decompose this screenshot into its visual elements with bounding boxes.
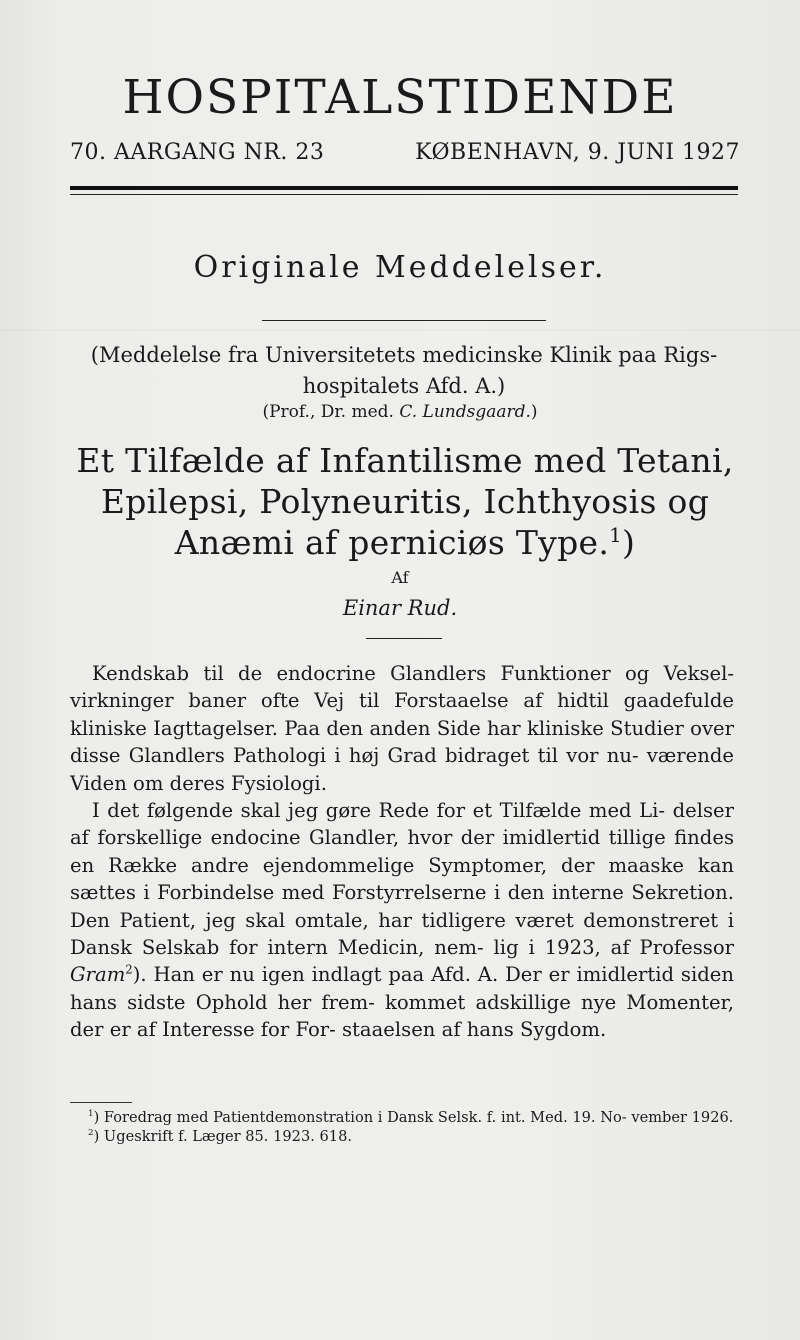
article-body [70, 660, 734, 1044]
footnote-2-text: Ugeskrift f. Læger 85. 1923. 618. [103, 1128, 353, 1145]
cited-name-gram: Gram [70, 963, 126, 987]
professor-name: C. Lundsgaard. [399, 402, 531, 422]
footnote-1: $^1$) Foredrag med Patientdemonstration i Dansk Selsk. f. int. Med. 19. No- vember 1926. [88, 1109, 734, 1126]
author-divider [366, 638, 442, 639]
footnote-2-mark: 2 [88, 1128, 94, 1139]
footnote-rule [70, 1102, 132, 1103]
professor-credit [0, 402, 800, 422]
professor-suffix: ) [530, 402, 538, 422]
article-title: Et Tilfælde af Infantilisme med Tetani, Epilepsi, Polyneuritis, Ichthyosis og Anæmi af perniciøs Type.$^1$) [76, 441, 734, 562]
body-paragraph-1: Kendskab til de endocrine Glandlers Funktioner og Veksel- virkninger baner ofte Vej til Forstaaelse af hidtil gaadefulde kliniske Iagttagelser. Paa den anden Side har kliniske Studier over disse Glandlers Pathologi i høj Grad bidraget til vor nu- værende Viden om deres Fysiologi. [70, 662, 734, 795]
section-divider [262, 320, 546, 321]
article-title-text: Et Tilfælde af Infantilisme med Tetani, Epilepsi, Polyneuritis, Ichthyosis og Anæmi af perniciøs Type. [76, 441, 734, 562]
byline-prefix: Af [391, 568, 409, 587]
body-paragraph-2 [70, 797, 734, 1044]
footnote-1-mark: 1 [88, 1109, 94, 1120]
footnote-ref-2: 2 [125, 962, 133, 977]
header-rule-thin [70, 194, 738, 195]
title-footnote-mark: 1 [609, 524, 623, 547]
journal-masthead: HOSPITALSTIDENDE [122, 70, 678, 125]
header-rule-thick [70, 186, 738, 190]
footnote-2: $^2$) Ugeskrift f. Læger 85. 1923. 618. [88, 1128, 353, 1145]
issue-place-date: KØBENHAVN, 9. JUNI 1927 [415, 140, 740, 165]
author-name: Einar Rud. [342, 596, 458, 620]
footnote-1-text: Foredrag med Patientdemonstration i Dansk Selsk. f. int. Med. 19. No- vember 1926. [103, 1109, 734, 1126]
paragraph-2-text-b: ). Han er nu igen indlagt paa Afd. A. Der er imidlertid siden hans sidste Ophold her frem- kommet adskillige nye Momenter, der er af Interesse for For- staaelsen af hans Sygdom. [70, 963, 734, 1042]
paragraph-2-text-a: I det følgende skal jeg gøre Rede for et Tilfælde med Li- delser af forskellige endocine Glandler, hvor der imidlertid tillige findes en Række andre ejendommelige Symptomer, der maaske kan sættes i Forbindelse med Forstyrrelserne i den interne Sekretion. Den Patient, jeg skal omtale, har tidligere været demonstreret i Dansk Selskab for intern Medicin, nem- lig i 1923, af Professor [70, 799, 734, 960]
affiliation-note: (Meddelelse fra Universitetets medicinske Klinik paa Rigs- hospitalets Afd. A.) [90, 343, 718, 398]
footnotes [70, 1108, 734, 1146]
professor-prefix: (Prof., Dr. med. [262, 402, 400, 422]
section-title: Originale Meddelelser. [193, 250, 607, 285]
issue-volume-number: 70. AARGANG NR. 23 [70, 140, 325, 165]
